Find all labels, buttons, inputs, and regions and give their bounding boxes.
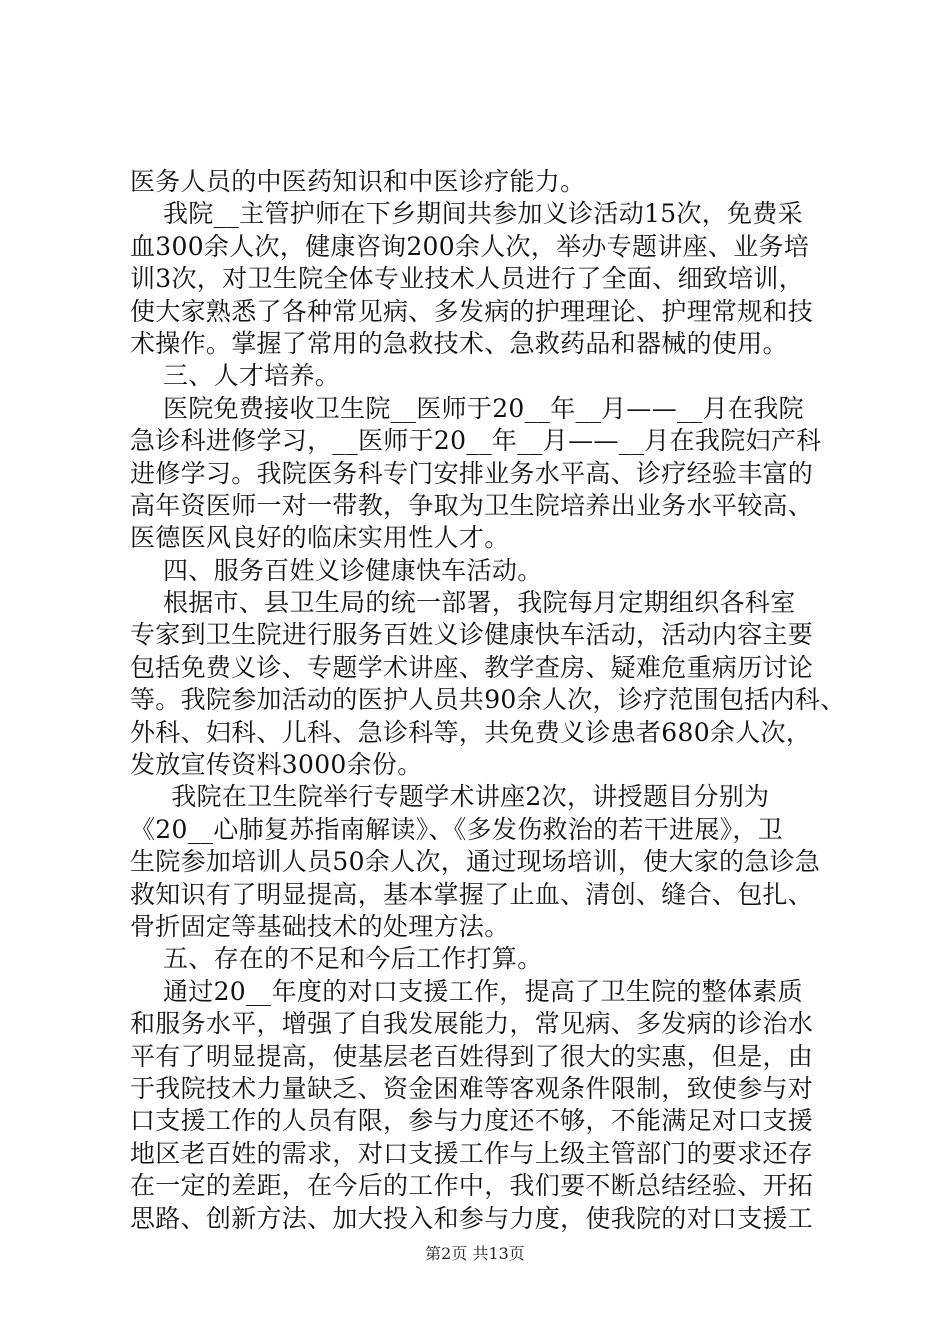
text-line: 在一定的差距，在今后的工作中，我们要不断总结经验、开拓: [130, 1171, 814, 1201]
text-line: 进修学习。我院医务科专门安排业务水平高、诊疗经验丰富的: [130, 458, 814, 488]
text-line: 我院__主管护师在下乡期间共参加义诊活动15次，免费采: [130, 199, 803, 229]
text-line: 口支援工作的人员有限，参与力度还不够，不能满足对口支援: [130, 1106, 814, 1136]
text-line: 《20__心肺复苏指南解读》、《多发伤救治的若干进展》，卫: [130, 814, 784, 844]
text-line: 使大家熟悉了各种常见病、多发病的护理理论、护理常规和技: [130, 296, 814, 326]
text-line: 急诊科进修学习，__医师于20__年__月——__月在我院妇产科: [130, 426, 822, 456]
text-line: 训3次，对卫生院全体专业技术人员进行了全面、细致培训，: [130, 264, 805, 294]
text-line: 平有了明显提高，使基层老百姓得到了很大的实惠，但是，由: [130, 1041, 814, 1071]
text-line: 术操作。掌握了常用的急救技术、急救药品和器械的使用。: [130, 328, 788, 358]
text-line: 高年资医师一对一带教，争取为卫生院培养出业务水平较高、: [130, 490, 814, 520]
text-line: 于我院技术力量缺乏、资金困难等客观条件限制，致使参与对: [130, 1073, 814, 1103]
text-line: 专家到卫生院进行服务百姓义诊健康快车活动，活动内容主要: [130, 620, 814, 650]
text-line: 地区老百姓的需求，对口支援工作与上级主管部门的要求还存: [130, 1138, 814, 1168]
text-line: 根据市、县卫生局的统一部署，我院每月定期组织各科室: [130, 588, 796, 618]
page-number-footer: 第2页 共13页: [425, 1244, 525, 1263]
text-line: 发放宣传资料3000余份。: [130, 750, 423, 780]
text-line: 救知识有了明显提高，基本掌握了止血、清创、缝合、包扎、: [130, 879, 814, 909]
text-line: 生院参加培训人员50余人次，通过现场培训，使大家的急诊急: [130, 847, 821, 877]
text-line: 医德医风良好的临床实用性人才。: [130, 523, 510, 553]
text-line: 外科、妇科、儿科、急诊科等，共免费义诊患者680余人次，: [130, 717, 812, 747]
text-line: 等。我院参加活动的医护人员共90余人次，诊疗范围包括内科、: [130, 685, 846, 715]
text-line: 医务人员的中医药知识和中医诊疗能力。: [130, 167, 586, 196]
text-line: 和服务水平，增强了自我发展能力，常见病、多发病的诊治水: [130, 1009, 814, 1039]
section-heading: 五、存在的不足和今后工作打算。: [130, 944, 543, 974]
text-line: 我院在卫生院举行专题学术讲座2次，讲授题目分别为: [130, 782, 770, 812]
section-heading: 三、人才培养。: [130, 361, 341, 391]
text-line: 骨折固定等基础技术的处理方法。: [130, 911, 510, 941]
text-line: 思路、创新方法、加大投入和参与力度，使我院的对口支援工: [130, 1203, 814, 1233]
document-body: [130, 166, 846, 1235]
text-line: 通过20__年度的对口支援工作，提高了卫生院的整体素质: [130, 976, 803, 1006]
text-line: 医院免费接收卫生院__医师于20__年__月——__月在我院: [130, 393, 804, 423]
text-line: 包括免费义诊、专题学术讲座、教学查房、疑难危重病历讨论: [130, 652, 814, 682]
text-line: 血300余人次，健康咨询200余人次，举办专题讲座、业务培: [130, 231, 810, 261]
section-heading: 四、服务百姓义诊健康快车活动。: [130, 555, 543, 585]
